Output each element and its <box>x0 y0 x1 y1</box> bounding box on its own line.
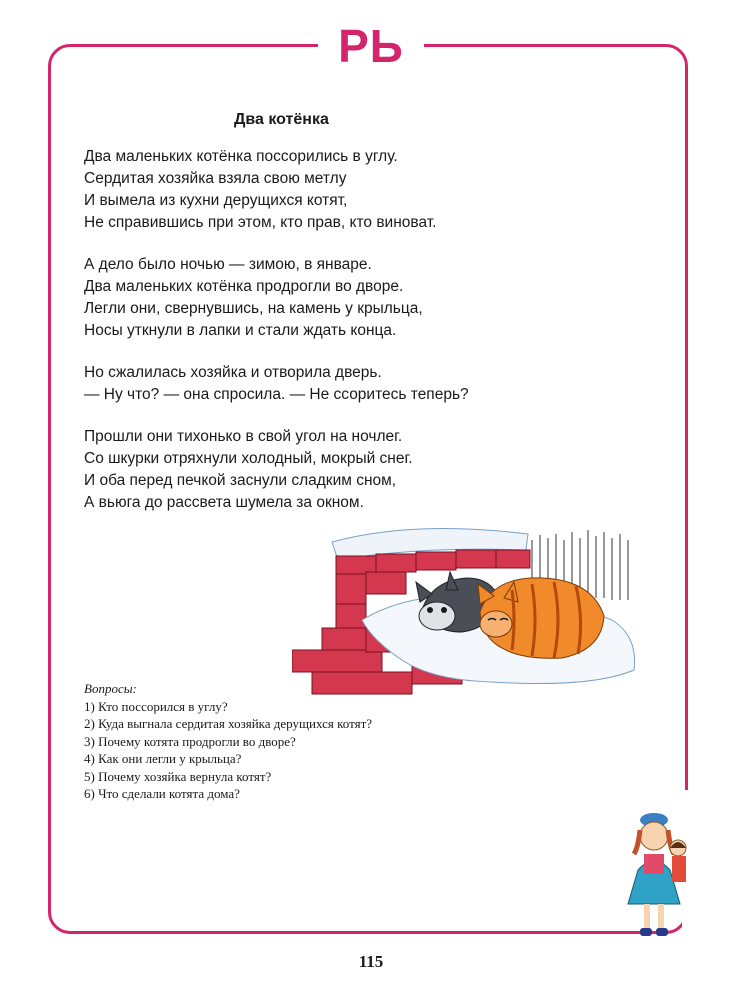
girl-with-doll-icon <box>624 808 700 940</box>
poem-line: Носы уткнули в лапки и стали ждать конца. <box>84 322 397 339</box>
poem-line: Легли они, свернувшись, на камень у крыльца, <box>84 300 423 317</box>
poem-line: А дело было ночью — зимою, в январе. <box>84 256 372 273</box>
poem-line: И вымела из кухни дерущихся котят, <box>84 192 348 209</box>
poem-body <box>84 146 469 534</box>
poem-line: Со шкурки отряхнули холодный, мокрый снег. <box>84 450 413 467</box>
poem-line: Два маленьких котёнка продрогли во дворе. <box>84 278 404 295</box>
question-item: 6) Что сделали котята дома? <box>84 786 240 801</box>
stanza-2 <box>84 254 469 342</box>
stanza-1 <box>84 146 469 234</box>
questions-block <box>84 680 372 803</box>
poem-line: Но сжалилась хозяйка и отворила дверь. <box>84 364 382 381</box>
poem-line: Два маленьких котёнка поссорились в углу. <box>84 148 398 165</box>
poem-line: Сердитая хозяйка взяла свою метлу <box>84 170 347 187</box>
questions-title: Вопросы: <box>84 681 137 696</box>
question-item: 4) Как они легли у крыльца? <box>84 751 242 766</box>
poem-line: И оба перед печкой заснули сладким сном, <box>84 472 397 489</box>
stanza-4 <box>84 426 469 514</box>
kittens-illustration <box>292 520 642 700</box>
poem-title: Два котёнка <box>234 111 329 128</box>
letter-heading: РЬ <box>338 20 404 72</box>
poem-line: Прошли они тихонько в свой угол на ночлег. <box>84 428 403 445</box>
question-item: 1) Кто поссорился в углу? <box>84 698 228 714</box>
poem-line: Не справившись при этом, кто прав, кто виноват. <box>84 214 437 231</box>
question-item: 3) Почему котята продрогли во дворе? <box>84 733 296 749</box>
page-number: 115 <box>358 952 384 971</box>
stanza-3 <box>84 362 469 406</box>
poem-line: — Ну что? — она спросила. — Не ссоритесь теперь? <box>84 386 469 403</box>
question-item: 5) Почему хозяйка вернула котят? <box>84 768 272 784</box>
poem-line: А вьюга до рассвета шумела за окном. <box>84 494 364 511</box>
question-item: 2) Куда выгнала сердитая хозяйка дерущихся котят? <box>84 716 373 731</box>
